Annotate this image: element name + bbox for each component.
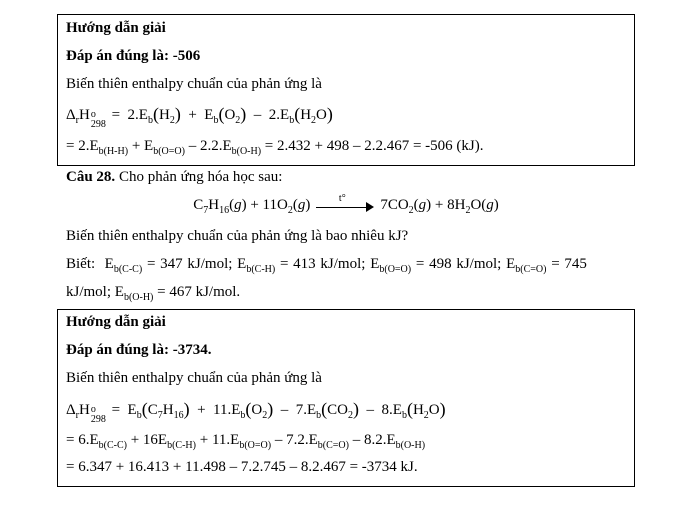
question-text: Cho phản ứng hóa học sau: [118, 169, 283, 185]
given-e2: = 413 kJ/mol; [279, 256, 366, 272]
reaction-equation: $C_7H_{16}(g) + 11O_2(g)$ t° $7CO_2(g) + 8H_2O(g)$ [193, 192, 499, 216]
question-ask: Biến thiên enthalpy chuẩn của phản ứng là bao nhiêu kJ? [66, 228, 409, 244]
enthalpy-formula-2: $\Delta_rH$ o 298 = $E_b(C_7H_{16}) + 11.E_b(O_2) - 7.E_b(CO_2) - 8.E_b(H_2O)$ [66, 399, 446, 425]
solution-heading-1: Hướng dẫn giải [66, 20, 166, 36]
calc-line-1: = $2.E_{b(H-H)} + E_{b(O=O)} - 2.2.E_{b(O-H)} = 2.432 + 498 - 2.2.467 = -506$ (kJ). [66, 138, 484, 157]
answer-line-1: Đáp án đúng là: -506 [66, 48, 201, 64]
answer-line-2: Đáp án đúng là: -3734. [66, 342, 212, 358]
solution-heading-2: Hướng dẫn giải [66, 314, 166, 330]
reaction-arrow-icon: t° [316, 199, 374, 213]
given-line-1: Biết: $E_{b(C-C)} = 347$ kJ/mol; $E_{b(C-H)} = 413$ kJ/mol; $E_{b(O=O)} = 498$ kJ/mol; $E_{b(C=O)} = 745$ [66, 256, 587, 275]
intro-line-2: Biến thiên enthalpy chuẩn của phản ứng là [66, 370, 322, 386]
calc-line-2a: = $6.E_{b(C-C)} + 16E_{b(C-H)} + 11.E_{b(O=O)} - 7.2.E_{b(C=O)} - 8.2.E_{b(O-H)}$ [66, 432, 426, 451]
question-line [66, 169, 282, 186]
given-line2-start: kJ/mol; [66, 284, 112, 300]
calc-line-1-result: = 2.432 + 498 – 2.2.467 = -506 (kJ). [264, 138, 484, 154]
question-label: Câu 28. [66, 169, 116, 185]
given-e5: = 467 kJ/mol. [157, 284, 241, 300]
given-e1: = 347 kJ/mol; [146, 256, 233, 272]
intro-line-1: Biến thiên enthalpy chuẩn của phản ứng là [66, 76, 322, 92]
given-label: Biết: [66, 256, 96, 272]
given-e4: = 745 [551, 256, 587, 272]
given-e3: = 498 kJ/mol; [415, 256, 502, 272]
given-line-2: kJ/mol; $E_{b(O-H)} = 467$ kJ/mol. [66, 284, 241, 303]
calc-line-2b: = 6.347 + 16.413 + 11.498 – 7.2.745 – 8.2.467 = -3734 kJ. [66, 459, 418, 475]
enthalpy-formula-1: $\Delta_rH$ o 298 = $2.E_b(H_2) + E_b(O_2) - 2.E_b(H_2O)$ [66, 104, 333, 130]
